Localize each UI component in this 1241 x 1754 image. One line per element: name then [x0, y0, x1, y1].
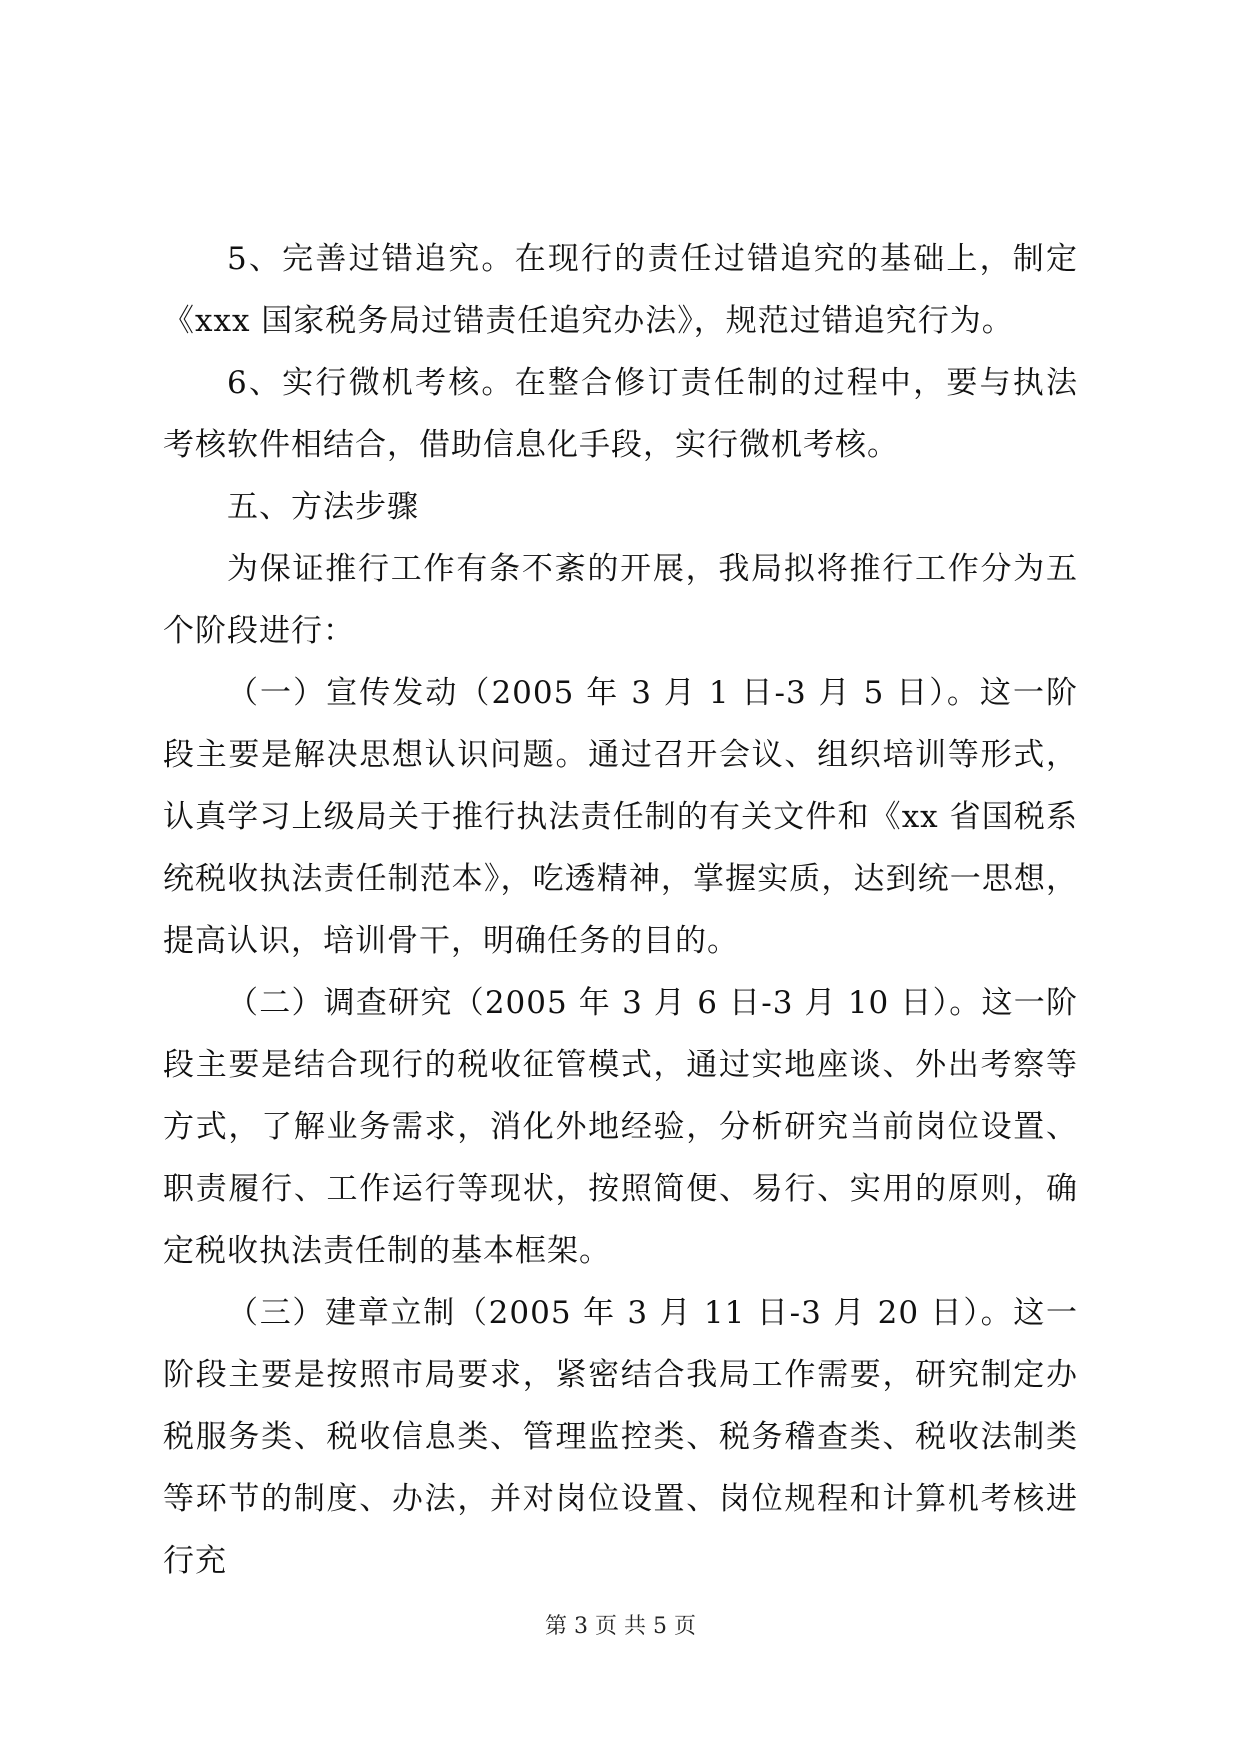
- section-heading-methods-steps: 五、方法步骤: [227, 489, 419, 525]
- paragraph-improve-accountability: 5、完善过错追究。在现行的责任过错追究的基础上，制定《xxx 国家税务局过错责任追究办法》，规范过错追究行为。: [163, 241, 1078, 339]
- document-body: [163, 228, 1078, 1592]
- paragraph-stage-rulemaking: （三）建章立制（2005 年 3 月 11 日-3 月 20 日）。这一阶段主要是按照市局要求，紧密结合我局工作需要，研究制定办税服务类、税收信息类、管理监控类、税务稽查类、税收法制类等环节的制度、办法，并对岗位设置、岗位规程和计算机考核进行充: [163, 1295, 1078, 1579]
- page-number-footer: 第 3 页 共 5 页: [545, 1614, 696, 1639]
- paragraph-computer-assessment: 6、实行微机考核。在整合修订责任制的过程中，要与执法考核软件相结合，借助信息化手段，实行微机考核。: [163, 365, 1078, 463]
- paragraph-stage-publicity: （一）宣传发动（2005 年 3 月 1 日-3 月 5 日）。这一阶段主要是解决思想认识问题。通过召开会议、组织培训等形式，认真学习上级局关于推行执法责任制的有关文件和《xx 省国税系统税收执法责任制范本》，吃透精神，掌握实质，达到统一思想，提高认识，培训骨干，明确任务的目的。: [163, 675, 1078, 959]
- paragraph-stage-research: （二）调查研究（2005 年 3 月 6 日-3 月 10 日）。这一阶段主要是结合现行的税收征管模式，通过实地座谈、外出考察等方式，了解业务需求，消化外地经验，分析研究当前岗位设置、职责履行、工作运行等现状，按照简便、易行、实用的原则，确定税收执法责任制的基本框架。: [163, 985, 1078, 1269]
- paragraph-five-stages-intro: 为保证推行工作有条不紊的开展，我局拟将推行工作分为五个阶段进行：: [163, 551, 1078, 649]
